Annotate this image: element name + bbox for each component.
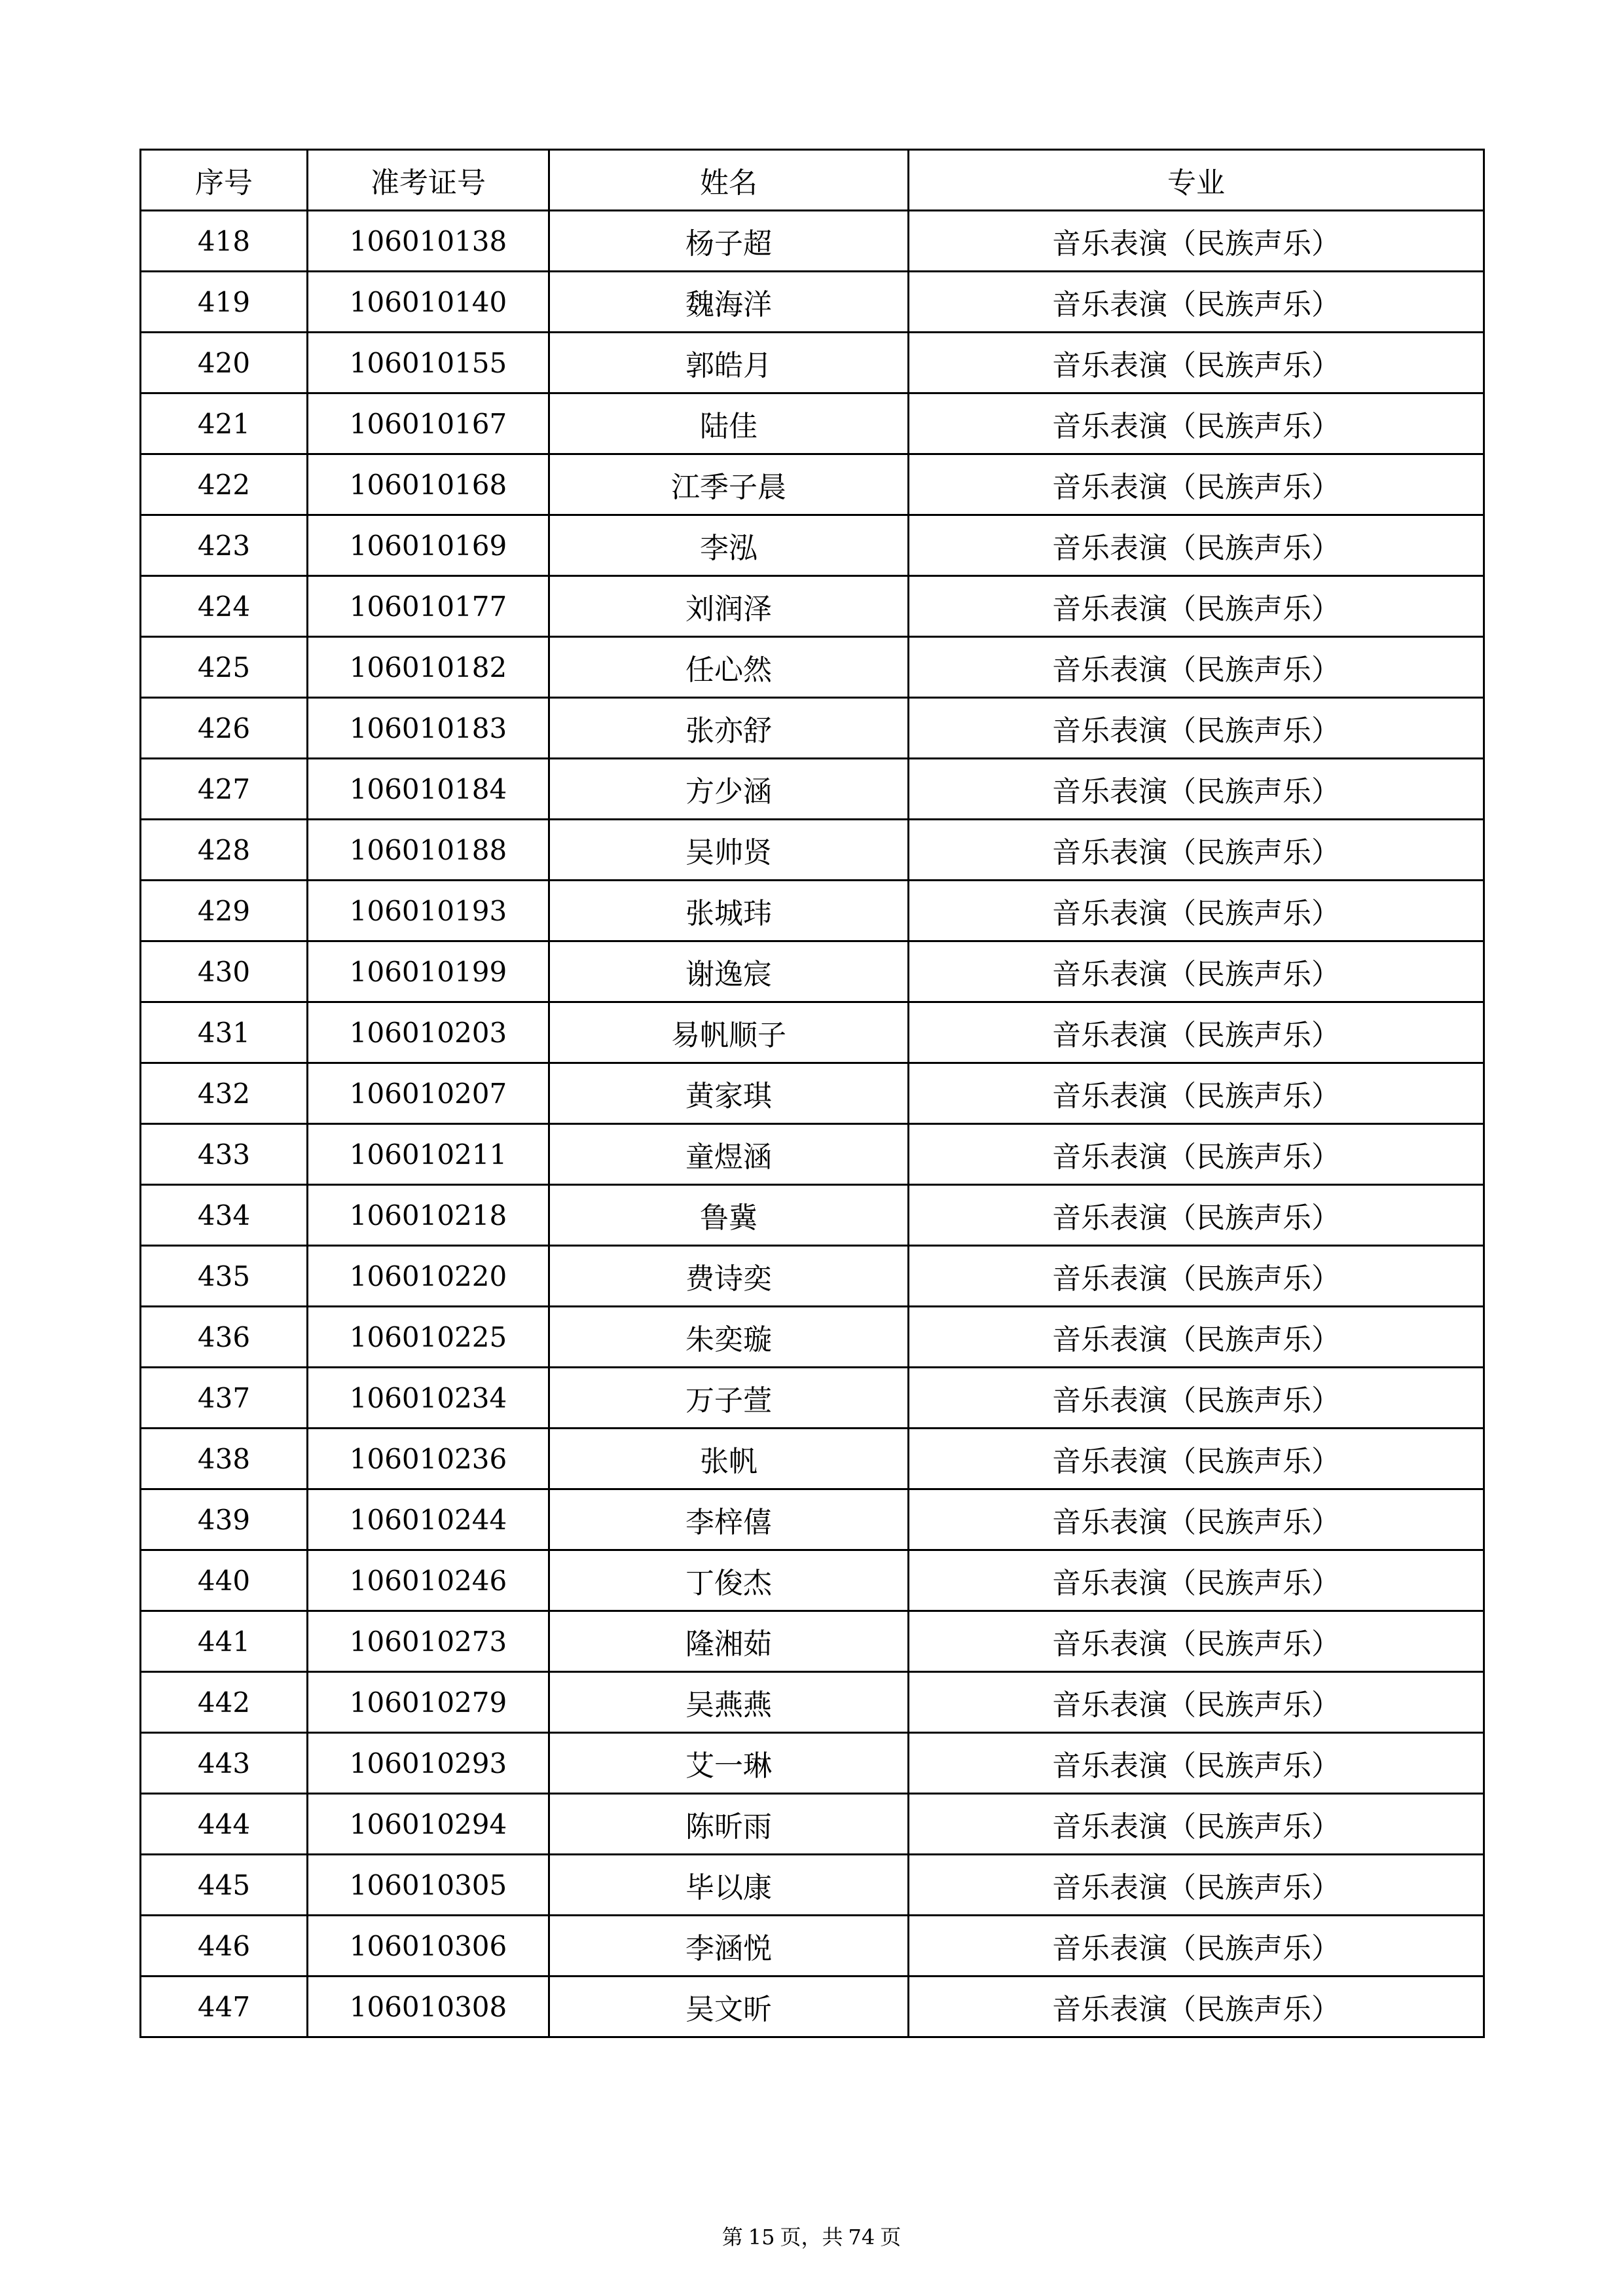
cell-index: 430 — [141, 941, 308, 1002]
table-row — [141, 1002, 1484, 1063]
cell-index: 419 — [141, 272, 308, 333]
cell-index: 422 — [141, 454, 308, 515]
admission-table — [139, 149, 1485, 2038]
cell-exam-id: 106010246 — [308, 1550, 549, 1611]
cell-index: 429 — [141, 881, 308, 941]
cell-name: 魏海洋 — [549, 272, 909, 333]
cell-exam-id: 106010203 — [308, 1002, 549, 1063]
page-footer — [0, 2221, 1623, 2251]
table-row — [141, 1916, 1484, 1977]
cell-major: 音乐表演（民族声乐） — [909, 1855, 1484, 1916]
cell-name: 易帆顺子 — [549, 1002, 909, 1063]
footer-current-page: 15 — [748, 2225, 775, 2250]
column-header-index: 序号 — [141, 150, 308, 211]
cell-name: 李梓僖 — [549, 1489, 909, 1550]
cell-index: 434 — [141, 1185, 308, 1246]
cell-exam-id: 106010305 — [308, 1855, 549, 1916]
table-header-row — [141, 150, 1484, 211]
cell-name: 谢逸宸 — [549, 941, 909, 1002]
cell-major: 音乐表演（民族声乐） — [909, 272, 1484, 333]
cell-name: 张帆 — [549, 1429, 909, 1489]
cell-exam-id: 106010168 — [308, 454, 549, 515]
column-header-exam-id: 准考证号 — [308, 150, 549, 211]
table-row — [141, 759, 1484, 820]
cell-index: 446 — [141, 1916, 308, 1977]
cell-exam-id: 106010182 — [308, 637, 549, 698]
cell-name: 张城玮 — [549, 881, 909, 941]
footer-middle: 页，共 — [780, 2225, 843, 2250]
footer-total-pages: 74 — [848, 2225, 875, 2250]
cell-exam-id: 106010199 — [308, 941, 549, 1002]
table-row — [141, 698, 1484, 759]
cell-exam-id: 106010294 — [308, 1794, 549, 1855]
cell-major: 音乐表演（民族声乐） — [909, 1733, 1484, 1794]
cell-major: 音乐表演（民族声乐） — [909, 1307, 1484, 1368]
cell-name: 童煜涵 — [549, 1124, 909, 1185]
table-row — [141, 1246, 1484, 1307]
column-header-major: 专业 — [909, 150, 1484, 211]
cell-index: 436 — [141, 1307, 308, 1368]
table-row — [141, 211, 1484, 272]
table-row — [141, 1185, 1484, 1246]
cell-exam-id: 106010140 — [308, 272, 549, 333]
cell-exam-id: 106010220 — [308, 1246, 549, 1307]
cell-exam-id: 106010218 — [308, 1185, 549, 1246]
cell-exam-id: 106010236 — [308, 1429, 549, 1489]
cell-major: 音乐表演（民族声乐） — [909, 1002, 1484, 1063]
cell-name: 丁俊杰 — [549, 1550, 909, 1611]
table-row — [141, 941, 1484, 1002]
cell-name: 江季子晨 — [549, 454, 909, 515]
table-row — [141, 637, 1484, 698]
cell-name: 李涵悦 — [549, 1916, 909, 1977]
table-row — [141, 1794, 1484, 1855]
cell-index: 435 — [141, 1246, 308, 1307]
cell-name: 任心然 — [549, 637, 909, 698]
cell-major: 音乐表演（民族声乐） — [909, 941, 1484, 1002]
cell-index: 439 — [141, 1489, 308, 1550]
cell-major: 音乐表演（民族声乐） — [909, 1977, 1484, 2037]
cell-index: 425 — [141, 637, 308, 698]
cell-exam-id: 106010279 — [308, 1672, 549, 1733]
cell-name: 吴燕燕 — [549, 1672, 909, 1733]
cell-exam-id: 106010244 — [308, 1489, 549, 1550]
table-row — [141, 515, 1484, 576]
cell-name: 隆湘茹 — [549, 1611, 909, 1672]
cell-name: 李泓 — [549, 515, 909, 576]
table-row — [141, 454, 1484, 515]
cell-major: 音乐表演（民族声乐） — [909, 1368, 1484, 1429]
table-row — [141, 881, 1484, 941]
table-row — [141, 1307, 1484, 1368]
cell-major: 音乐表演（民族声乐） — [909, 1063, 1484, 1124]
cell-name: 黄家琪 — [549, 1063, 909, 1124]
cell-exam-id: 106010308 — [308, 1977, 549, 2037]
cell-index: 441 — [141, 1611, 308, 1672]
cell-exam-id: 106010177 — [308, 576, 549, 637]
cell-exam-id: 106010167 — [308, 393, 549, 454]
cell-index: 431 — [141, 1002, 308, 1063]
cell-index: 432 — [141, 1063, 308, 1124]
cell-index: 440 — [141, 1550, 308, 1611]
cell-index: 421 — [141, 393, 308, 454]
cell-index: 444 — [141, 1794, 308, 1855]
cell-major: 音乐表演（民族声乐） — [909, 637, 1484, 698]
cell-name: 方少涵 — [549, 759, 909, 820]
cell-index: 442 — [141, 1672, 308, 1733]
table-row — [141, 1063, 1484, 1124]
cell-major: 音乐表演（民族声乐） — [909, 881, 1484, 941]
table-row — [141, 820, 1484, 881]
table-row — [141, 1368, 1484, 1429]
cell-major: 音乐表演（民族声乐） — [909, 759, 1484, 820]
cell-major: 音乐表演（民族声乐） — [909, 1185, 1484, 1246]
cell-index: 420 — [141, 333, 308, 393]
cell-exam-id: 106010234 — [308, 1368, 549, 1429]
cell-name: 毕以康 — [549, 1855, 909, 1916]
cell-major: 音乐表演（民族声乐） — [909, 1794, 1484, 1855]
cell-index: 433 — [141, 1124, 308, 1185]
cell-exam-id: 106010193 — [308, 881, 549, 941]
table-row — [141, 1124, 1484, 1185]
cell-exam-id: 106010293 — [308, 1733, 549, 1794]
cell-exam-id: 106010207 — [308, 1063, 549, 1124]
table-row — [141, 1611, 1484, 1672]
table-row — [141, 1672, 1484, 1733]
cell-name: 费诗奕 — [549, 1246, 909, 1307]
cell-major: 音乐表演（民族声乐） — [909, 454, 1484, 515]
cell-exam-id: 106010225 — [308, 1307, 549, 1368]
cell-major: 音乐表演（民族声乐） — [909, 820, 1484, 881]
table-row — [141, 1733, 1484, 1794]
cell-major: 音乐表演（民族声乐） — [909, 1429, 1484, 1489]
table-row — [141, 333, 1484, 393]
cell-name: 万子萱 — [549, 1368, 909, 1429]
cell-major: 音乐表演（民族声乐） — [909, 1916, 1484, 1977]
cell-index: 424 — [141, 576, 308, 637]
cell-exam-id: 106010138 — [308, 211, 549, 272]
cell-index: 438 — [141, 1429, 308, 1489]
cell-name: 陈昕雨 — [549, 1794, 909, 1855]
cell-index: 443 — [141, 1733, 308, 1794]
table-row — [141, 576, 1484, 637]
cell-major: 音乐表演（民族声乐） — [909, 698, 1484, 759]
cell-index: 445 — [141, 1855, 308, 1916]
cell-exam-id: 106010155 — [308, 333, 549, 393]
cell-name: 朱奕璇 — [549, 1307, 909, 1368]
cell-exam-id: 106010169 — [308, 515, 549, 576]
footer-suffix: 页 — [880, 2225, 902, 2250]
cell-exam-id: 106010211 — [308, 1124, 549, 1185]
table-row — [141, 1977, 1484, 2037]
cell-index: 426 — [141, 698, 308, 759]
cell-major: 音乐表演（民族声乐） — [909, 1672, 1484, 1733]
cell-name: 吴帅贤 — [549, 820, 909, 881]
table-row — [141, 1429, 1484, 1489]
cell-name: 刘润泽 — [549, 576, 909, 637]
cell-name: 吴文昕 — [549, 1977, 909, 2037]
table-row — [141, 1489, 1484, 1550]
cell-index: 428 — [141, 820, 308, 881]
table-row — [141, 393, 1484, 454]
footer-prefix: 第 — [721, 2225, 743, 2250]
cell-major: 音乐表演（民族声乐） — [909, 1611, 1484, 1672]
cell-exam-id: 106010183 — [308, 698, 549, 759]
cell-major: 音乐表演（民族声乐） — [909, 211, 1484, 272]
cell-name: 陆佳 — [549, 393, 909, 454]
cell-name: 郭皓月 — [549, 333, 909, 393]
table-row — [141, 1855, 1484, 1916]
cell-major: 音乐表演（民族声乐） — [909, 1124, 1484, 1185]
cell-name: 张亦舒 — [549, 698, 909, 759]
cell-major: 音乐表演（民族声乐） — [909, 333, 1484, 393]
table-row — [141, 1550, 1484, 1611]
cell-exam-id: 106010306 — [308, 1916, 549, 1977]
cell-exam-id: 106010188 — [308, 820, 549, 881]
cell-name: 艾一琳 — [549, 1733, 909, 1794]
cell-major: 音乐表演（民族声乐） — [909, 393, 1484, 454]
cell-major: 音乐表演（民族声乐） — [909, 576, 1484, 637]
table-body — [141, 211, 1484, 2037]
cell-index: 418 — [141, 211, 308, 272]
table-row — [141, 272, 1484, 333]
cell-exam-id: 106010273 — [308, 1611, 549, 1672]
cell-name: 杨子超 — [549, 211, 909, 272]
cell-major: 音乐表演（民族声乐） — [909, 1550, 1484, 1611]
cell-name: 鲁冀 — [549, 1185, 909, 1246]
cell-index: 447 — [141, 1977, 308, 2037]
cell-index: 423 — [141, 515, 308, 576]
cell-index: 437 — [141, 1368, 308, 1429]
column-header-name: 姓名 — [549, 150, 909, 211]
cell-major: 音乐表演（民族声乐） — [909, 515, 1484, 576]
cell-index: 427 — [141, 759, 308, 820]
cell-major: 音乐表演（民族声乐） — [909, 1246, 1484, 1307]
cell-exam-id: 106010184 — [308, 759, 549, 820]
cell-major: 音乐表演（民族声乐） — [909, 1489, 1484, 1550]
